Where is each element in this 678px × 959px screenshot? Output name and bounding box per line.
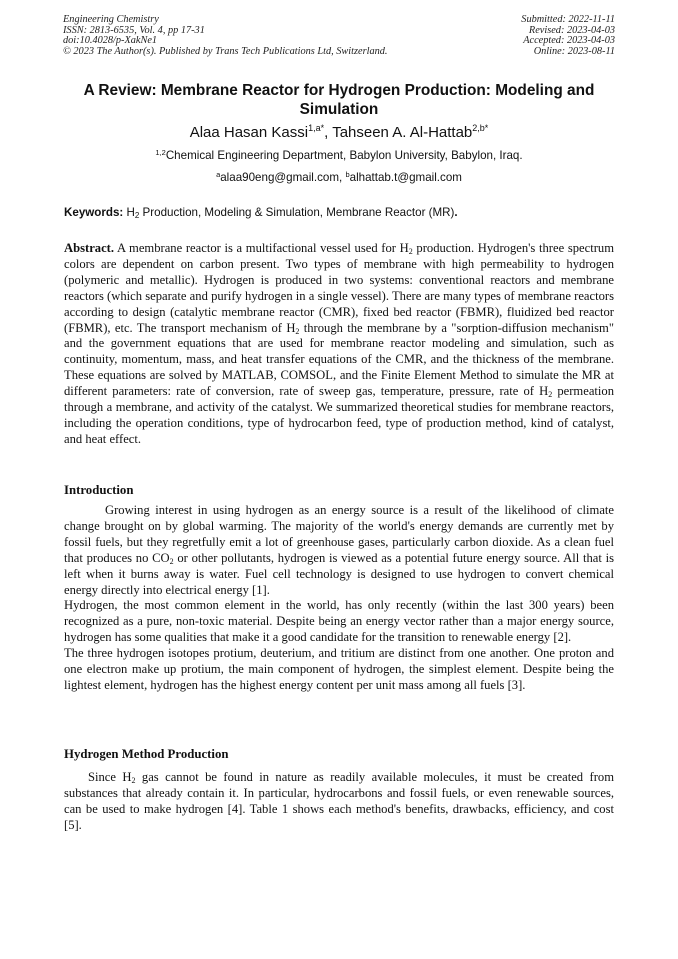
email-separator: ,: [339, 171, 346, 184]
hydrogen-method-body: [64, 770, 614, 834]
abstract-paragraph: [64, 241, 614, 448]
hydrogen-method-paragraph: [64, 770, 614, 834]
email-b-marker: b: [345, 170, 350, 179]
intro-p1-subscript: 2: [169, 556, 174, 566]
abstract-text-2: production. Hydrogen's three spectrum colors are dependent on carbon present. Two types of membrane with high permeability to hydrogen (polymeric and metallic). Hydrogen is produced in two systems: conventional reactors and membrane reactors (which separate and purify hydrogen in a single vessel). There are many types of membrane reactors according to design (catalytic membrane reactor (CMR), fixed bed reactor (FBMR), fluidized bed reactor (FBMR), etc. The transport mechanism of H: [64, 241, 614, 335]
intro-paragraph-1: [64, 503, 614, 598]
abstract-text-1: A membrane reactor is a multifactional vessel used for H: [114, 241, 409, 255]
hm-subscript: 2: [131, 776, 136, 785]
date-accepted: Accepted: 2023-04-03: [523, 35, 615, 46]
intro-paragraph-3: The three hydrogen isotopes protium, deuterium, and tritium are distinct from one another. One proton and one electron make up protium, the main component of hydrogen, the simplest element. Despite being the lightest element, hydrogen has the highest energy content per unit mass among all fuels [3].: [64, 646, 614, 692]
introduction-body: [64, 503, 614, 694]
copyright-line: © 2023 The Author(s). Published by Trans Tech Publications Ltd, Switzerland.: [63, 45, 388, 57]
author-emails: [0, 171, 678, 185]
section-heading-introduction: Introduction: [64, 483, 134, 497]
keywords-label: Keywords:: [64, 206, 124, 219]
keywords: [64, 206, 614, 220]
keywords-h: H: [123, 206, 135, 219]
author-separator: ,: [324, 124, 333, 141]
hm-text-a: Since H: [88, 770, 132, 784]
keywords-text: Production, Modeling & Simulation, Membrane Reactor (MR): [139, 206, 455, 219]
date-online: Online: 2023-08-11: [533, 45, 615, 57]
abstract-subscript-3: 2: [548, 390, 553, 400]
intro-p1-text-a: Growing interest in using hydrogen as an energy source is a result of the likelihood of climate change brought on by global warming. The majority of the world's energy demands are currently met by fossil fuels, but they regretfully emit a lot of greenhouse gases, particularly carbon dioxide. As a clean fuel that produces no CO: [64, 503, 614, 565]
abstract-text-3: through the membrane by a "sorption-diffusion mechanism" and the government equations that are used for membrane reactor modeling and simulation, such as continuity, momentum, mass, and heat transfer equations of the CMR, and the thickness of the membrane. These equations are solved by MATLAB, COMSOL, and the Finite Element Method to simulate the MR at different parameters: rate of conversion, rate of sweep gas, temperature, pressure, rate of H: [64, 320, 614, 399]
author-2: Tahseen A. Al-Hattab: [332, 124, 473, 141]
email-b[interactable]: alhattab.t@gmail.com: [349, 171, 462, 184]
journal-name: Engineering Chemistry: [63, 14, 159, 25]
journal-header-right: [521, 15, 615, 57]
keywords-period: .: [454, 206, 458, 219]
abstract-subscript-1: 2: [408, 247, 413, 256]
author-line: [0, 124, 678, 142]
journal-header-left: [63, 15, 387, 57]
section-heading-hydrogen-method: Hydrogen Method Production: [64, 747, 229, 761]
abstract: [64, 241, 614, 448]
author-2-affil-marker: 2,b*: [472, 123, 489, 133]
email-a[interactable]: alaa90eng@gmail.com: [220, 171, 339, 184]
paper-title: A Review: Membrane Reactor for Hydrogen Production: Modeling and Simulation: [83, 82, 595, 118]
date-revised: Revised: 2023-04-03: [528, 24, 615, 36]
abstract-text-4: permeation through a membrane, and activity of the catalyst. We summarized theoretical studies for membrane reactors, including the operation conditions, type of hydrocarbon feed, type of production method, kind of catalyst, and heat effect.: [64, 384, 614, 446]
affiliation-text: Chemical Engineering Department, Babylon University, Babylon, Iraq.: [165, 149, 523, 162]
intro-p1-text-b: or other pollutants, hydrogen is viewed as a potential future energy source. All that is left when it burns away is water. Fuel cell technology is designed to use hydrogen to convert chemical energy directly into electrical energy [1].: [64, 550, 614, 597]
intro-paragraph-2: Hydrogen, the most common element in the world, has only recently (within the last 300 years) been recognized as a pure, non-toxic material. Despite being an energy vector rather than a major energy source, hydrogen has some qualities that make it a good candidate for the transition to renewable energy [2].: [64, 598, 614, 645]
author-1-affil-marker: 1,a*: [308, 123, 325, 133]
abstract-subscript-2: 2: [295, 326, 300, 336]
date-submitted: Submitted: 2022-11-11: [521, 14, 615, 25]
author-1: Alaa Hasan Kassi: [189, 124, 309, 141]
abstract-label: Abstract.: [64, 241, 115, 255]
keywords-h-subscript: 2: [134, 211, 140, 220]
affiliation-marker: 1,2: [155, 148, 166, 157]
journal-issn: ISSN: 2813-6535, Vol. 4, pp 17-31: [63, 24, 205, 36]
affiliation: [0, 149, 678, 163]
email-a-marker: a: [216, 170, 221, 179]
journal-doi[interactable]: doi:10.4028/p-XakNe1: [63, 35, 158, 46]
hm-text-b: gas cannot be found in nature as readily available molecules, it must be created from substances that already contain it. In particular, hydrocarbons and fossil fuels, or even renewable sources, can be used to make hydrogen [4]. Table 1 shows each method's benefits, drawbacks, efficiency, and cost [5].: [64, 770, 614, 832]
